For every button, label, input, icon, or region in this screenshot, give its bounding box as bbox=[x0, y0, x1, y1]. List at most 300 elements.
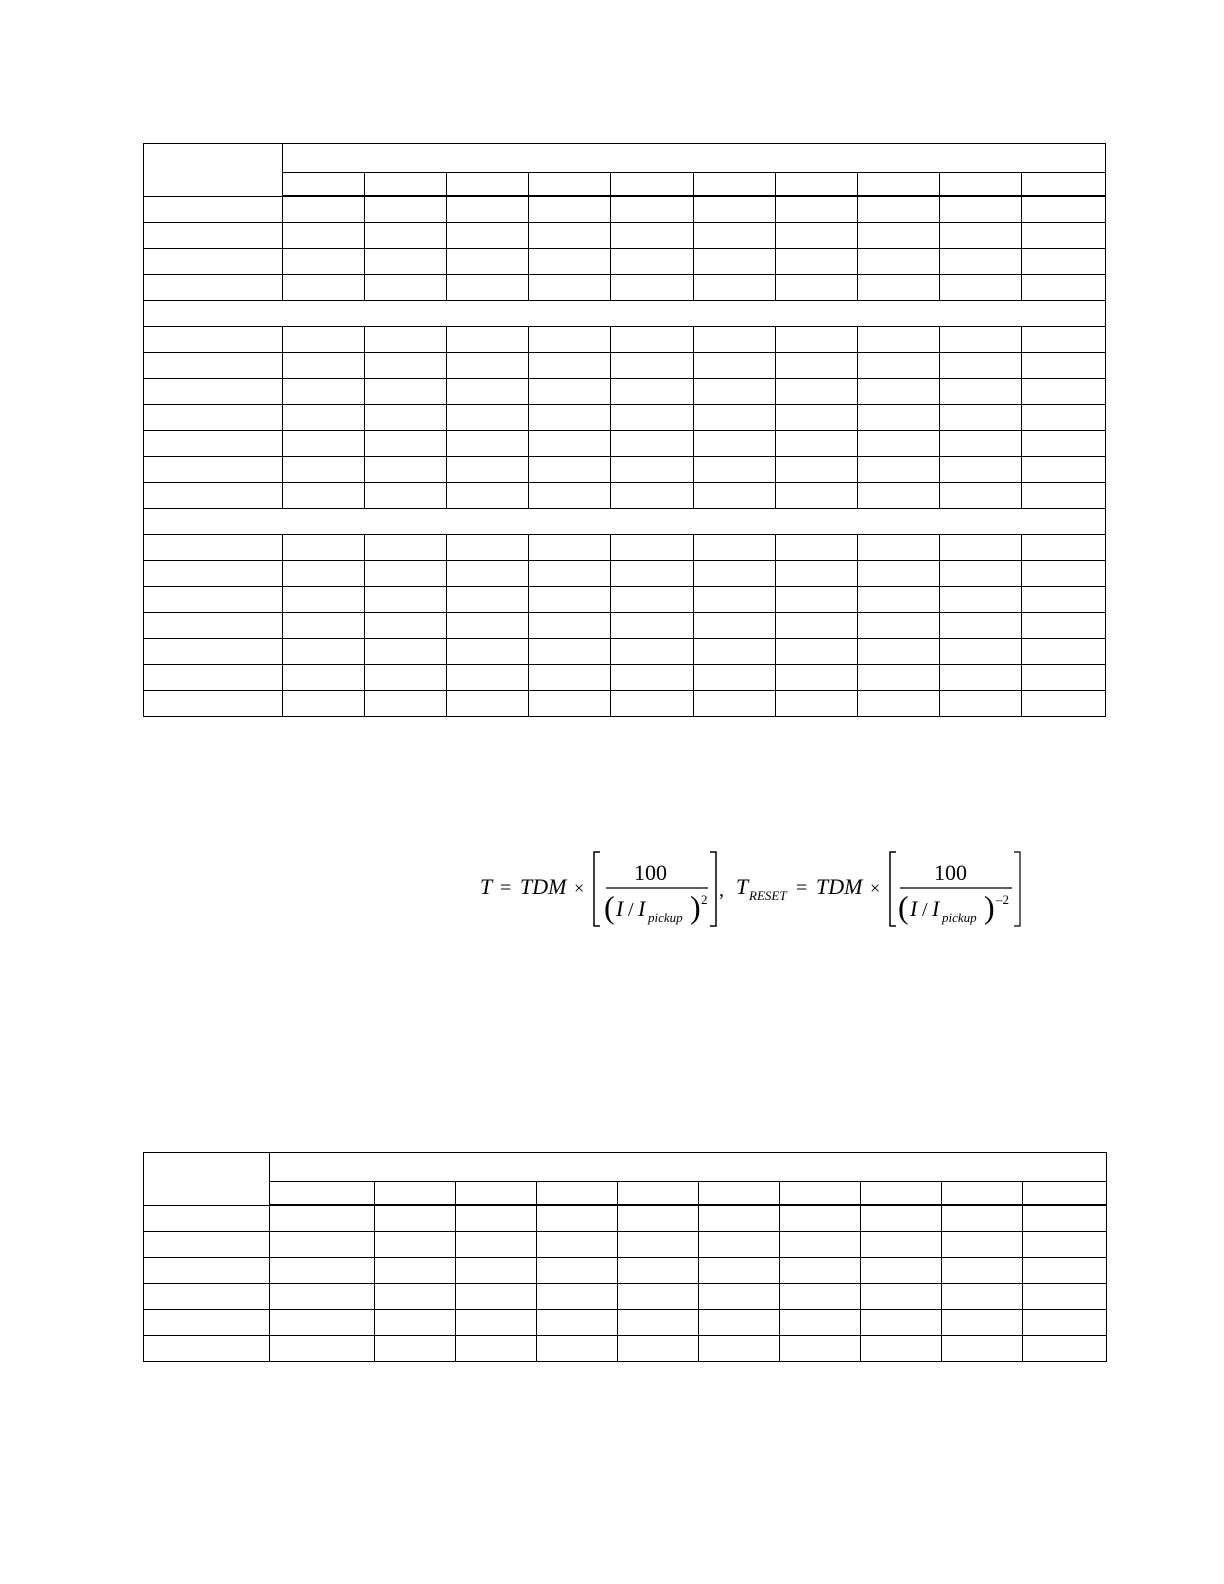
table-cell bbox=[618, 1205, 699, 1232]
table-cell bbox=[699, 1205, 780, 1232]
formula-i2t-curve bbox=[476, 846, 1036, 936]
table-cell bbox=[1021, 431, 1105, 457]
formula-reset-exponent: –2 bbox=[996, 892, 1009, 907]
table-cell bbox=[529, 327, 611, 353]
table-cell bbox=[780, 1284, 861, 1310]
table-cell bbox=[447, 613, 529, 639]
formula-numerator: 100 bbox=[634, 860, 667, 885]
table-cell bbox=[857, 665, 939, 691]
table-cell bbox=[942, 1310, 1023, 1336]
table-row bbox=[144, 431, 1106, 457]
section-row bbox=[144, 509, 1106, 535]
table-cell bbox=[1021, 561, 1105, 587]
header-column-cell bbox=[693, 173, 775, 197]
table-cell bbox=[529, 691, 611, 717]
header-column-cell bbox=[611, 173, 693, 197]
table-cell bbox=[611, 196, 693, 223]
table-cell bbox=[611, 405, 693, 431]
table-cell bbox=[939, 196, 1021, 223]
formula-t-symbol: T bbox=[480, 874, 493, 899]
curve-table-1 bbox=[143, 143, 1106, 717]
table-cell bbox=[693, 196, 775, 223]
table-cell bbox=[456, 1205, 537, 1232]
table-cell bbox=[283, 535, 365, 561]
table-cell bbox=[775, 457, 857, 483]
paren-close: ) bbox=[690, 889, 701, 925]
table-cell bbox=[939, 535, 1021, 561]
formula-pickup-sub-2: pickup bbox=[942, 910, 977, 925]
table-cell bbox=[1021, 483, 1105, 509]
row-label-cell bbox=[144, 196, 283, 223]
table-cell bbox=[693, 483, 775, 509]
table-cell bbox=[693, 691, 775, 717]
table-cell bbox=[537, 1258, 618, 1284]
table-cell bbox=[939, 613, 1021, 639]
table-cell bbox=[939, 223, 1021, 249]
header-corner-cell bbox=[144, 144, 283, 197]
table-row bbox=[144, 665, 1106, 691]
table-cell bbox=[529, 639, 611, 665]
table-cell bbox=[365, 691, 447, 717]
header-column-cell bbox=[775, 173, 857, 197]
table-cell bbox=[942, 1336, 1023, 1362]
table-cell bbox=[857, 431, 939, 457]
table-cell bbox=[529, 535, 611, 561]
table-cell bbox=[611, 353, 693, 379]
table-cell bbox=[365, 196, 447, 223]
table-cell bbox=[283, 483, 365, 509]
table-cell bbox=[939, 405, 1021, 431]
table-cell bbox=[1021, 379, 1105, 405]
table-cell bbox=[693, 275, 775, 301]
table-cell bbox=[447, 483, 529, 509]
table-row bbox=[144, 1205, 1107, 1232]
table-cell bbox=[365, 275, 447, 301]
header-column-cell bbox=[270, 1182, 375, 1206]
table-cell bbox=[775, 535, 857, 561]
table-cell bbox=[775, 275, 857, 301]
table-cell bbox=[699, 1310, 780, 1336]
table-cell bbox=[365, 457, 447, 483]
formula-i: I bbox=[616, 896, 624, 921]
table-cell bbox=[775, 613, 857, 639]
formula-numerator-2: 100 bbox=[934, 860, 967, 885]
table-cell bbox=[375, 1258, 456, 1284]
table-cell bbox=[693, 249, 775, 275]
table-cell bbox=[529, 431, 611, 457]
table-cell bbox=[611, 327, 693, 353]
table-cell bbox=[611, 639, 693, 665]
table-cell bbox=[447, 431, 529, 457]
table-cell bbox=[693, 665, 775, 691]
row-label-cell bbox=[144, 327, 283, 353]
table-cell bbox=[1021, 249, 1105, 275]
table-cell bbox=[699, 1258, 780, 1284]
table-cell bbox=[693, 639, 775, 665]
table-cell bbox=[618, 1232, 699, 1258]
table-cell bbox=[365, 613, 447, 639]
table-cell bbox=[693, 223, 775, 249]
table-cell bbox=[537, 1336, 618, 1362]
table-cell bbox=[618, 1284, 699, 1310]
table-cell bbox=[1021, 405, 1105, 431]
table-cell bbox=[1021, 327, 1105, 353]
table-cell bbox=[375, 1310, 456, 1336]
bracket-right-icon-2 bbox=[1014, 852, 1020, 926]
row-label-cell bbox=[144, 223, 283, 249]
table-row bbox=[144, 1284, 1107, 1310]
table-cell bbox=[939, 691, 1021, 717]
table-cell bbox=[270, 1205, 375, 1232]
table-cell bbox=[780, 1336, 861, 1362]
table-cell bbox=[693, 405, 775, 431]
table-cell bbox=[447, 561, 529, 587]
table-cell bbox=[780, 1205, 861, 1232]
table-cell bbox=[447, 275, 529, 301]
table-cell bbox=[283, 613, 365, 639]
table-cell bbox=[283, 223, 365, 249]
table-row bbox=[144, 535, 1106, 561]
table-row bbox=[144, 249, 1106, 275]
bracket-left-icon bbox=[594, 852, 600, 926]
table-cell bbox=[1023, 1232, 1107, 1258]
table-row bbox=[144, 405, 1106, 431]
header-column-cell bbox=[537, 1182, 618, 1206]
table-cell bbox=[693, 561, 775, 587]
table-cell bbox=[447, 665, 529, 691]
table-cell bbox=[693, 353, 775, 379]
table-row bbox=[144, 353, 1106, 379]
table-cell bbox=[365, 379, 447, 405]
table-cell bbox=[861, 1205, 942, 1232]
table-cell bbox=[537, 1205, 618, 1232]
table-cell bbox=[857, 535, 939, 561]
formula-slash: / bbox=[628, 899, 634, 921]
table-cell bbox=[375, 1336, 456, 1362]
table-cell bbox=[283, 379, 365, 405]
table-cell bbox=[283, 249, 365, 275]
table-cell bbox=[1021, 457, 1105, 483]
table-cell bbox=[283, 431, 365, 457]
table-cell bbox=[611, 379, 693, 405]
table-cell bbox=[537, 1232, 618, 1258]
table-cell bbox=[529, 405, 611, 431]
row-label-cell bbox=[144, 249, 283, 275]
table-cell bbox=[857, 613, 939, 639]
table-row bbox=[144, 1336, 1107, 1362]
paren-open: ( bbox=[604, 889, 615, 925]
formula-equals-2: = bbox=[796, 877, 808, 899]
table-cell bbox=[365, 223, 447, 249]
header-column-cell bbox=[365, 173, 447, 197]
table-cell bbox=[780, 1310, 861, 1336]
row-label-cell bbox=[144, 457, 283, 483]
table-cell bbox=[939, 639, 1021, 665]
table-cell bbox=[693, 613, 775, 639]
table-row bbox=[144, 1310, 1107, 1336]
table-cell bbox=[1021, 353, 1105, 379]
table-cell bbox=[857, 587, 939, 613]
table-row bbox=[144, 691, 1106, 717]
table-cell bbox=[693, 431, 775, 457]
table-cell bbox=[611, 561, 693, 587]
table-cell bbox=[270, 1336, 375, 1362]
table-cell bbox=[529, 275, 611, 301]
table-row bbox=[144, 613, 1106, 639]
table-cell bbox=[611, 691, 693, 717]
table-cell bbox=[775, 665, 857, 691]
formula-exponent: 2 bbox=[701, 892, 708, 907]
table-cell bbox=[611, 457, 693, 483]
table-cell bbox=[1021, 587, 1105, 613]
table-row bbox=[144, 483, 1106, 509]
table-cell bbox=[857, 223, 939, 249]
table-cell bbox=[775, 249, 857, 275]
table-cell bbox=[529, 587, 611, 613]
header-column-cell bbox=[861, 1182, 942, 1206]
table-cell bbox=[618, 1336, 699, 1362]
table-cell bbox=[775, 561, 857, 587]
table-cell bbox=[857, 327, 939, 353]
table-cell bbox=[861, 1258, 942, 1284]
table-cell bbox=[529, 457, 611, 483]
table-cell bbox=[447, 379, 529, 405]
table-cell bbox=[775, 353, 857, 379]
table-cell bbox=[456, 1232, 537, 1258]
table-cell bbox=[1021, 613, 1105, 639]
table-row bbox=[144, 379, 1106, 405]
table-cell bbox=[1023, 1284, 1107, 1310]
table-cell bbox=[365, 483, 447, 509]
table-cell bbox=[775, 405, 857, 431]
table-cell bbox=[618, 1310, 699, 1336]
table-cell bbox=[456, 1336, 537, 1362]
table-cell bbox=[857, 561, 939, 587]
table-cell bbox=[939, 327, 1021, 353]
section-cell bbox=[144, 509, 1106, 535]
table-cell bbox=[365, 561, 447, 587]
header-column-cell bbox=[447, 173, 529, 197]
table-cell bbox=[365, 353, 447, 379]
header-column-cell bbox=[283, 173, 365, 197]
section-cell bbox=[144, 301, 1106, 327]
table-cell bbox=[283, 691, 365, 717]
formula-equals: = bbox=[500, 877, 512, 899]
table-row bbox=[144, 639, 1106, 665]
table-cell bbox=[939, 249, 1021, 275]
formula-treset-symbol: T bbox=[736, 874, 749, 899]
header-column-cell bbox=[780, 1182, 861, 1206]
table-cell bbox=[365, 665, 447, 691]
formula-slash-2: / bbox=[922, 899, 928, 921]
table-cell bbox=[942, 1232, 1023, 1258]
table-cell bbox=[537, 1284, 618, 1310]
table-cell bbox=[939, 561, 1021, 587]
table-cell bbox=[283, 587, 365, 613]
table-row bbox=[144, 275, 1106, 301]
table-cell bbox=[365, 249, 447, 275]
table-cell bbox=[699, 1284, 780, 1310]
table-cell bbox=[775, 587, 857, 613]
table-row bbox=[144, 196, 1106, 223]
table-cell bbox=[270, 1284, 375, 1310]
table-cell bbox=[611, 483, 693, 509]
table-cell bbox=[699, 1232, 780, 1258]
paren-close-2: ) bbox=[984, 889, 995, 925]
formula-i-pickup: I bbox=[638, 896, 646, 921]
table-cell bbox=[611, 613, 693, 639]
table-cell bbox=[939, 353, 1021, 379]
table-cell bbox=[939, 587, 1021, 613]
formula-reset-sub: RESET bbox=[749, 888, 787, 903]
table-cell bbox=[1021, 223, 1105, 249]
table-cell bbox=[283, 561, 365, 587]
header-column-cell bbox=[939, 173, 1021, 197]
table-cell bbox=[283, 327, 365, 353]
table-cell bbox=[775, 431, 857, 457]
table-row bbox=[144, 327, 1106, 353]
table-cell bbox=[283, 275, 365, 301]
table-cell bbox=[693, 327, 775, 353]
table-cell bbox=[447, 249, 529, 275]
table-cell bbox=[942, 1205, 1023, 1232]
header-column-cell bbox=[618, 1182, 699, 1206]
table-cell bbox=[447, 639, 529, 665]
row-label-cell bbox=[144, 1310, 270, 1336]
table-cell bbox=[857, 639, 939, 665]
table-cell bbox=[1023, 1258, 1107, 1284]
table-cell bbox=[939, 665, 1021, 691]
table-cell bbox=[1023, 1336, 1107, 1362]
table-cell bbox=[365, 639, 447, 665]
table-cell bbox=[857, 353, 939, 379]
header-column-cell bbox=[942, 1182, 1023, 1206]
table-cell bbox=[283, 405, 365, 431]
table-cell bbox=[529, 665, 611, 691]
table-cell bbox=[775, 327, 857, 353]
table-cell bbox=[857, 379, 939, 405]
table-cell bbox=[375, 1205, 456, 1232]
table-cell bbox=[456, 1284, 537, 1310]
table-cell bbox=[447, 457, 529, 483]
table-cell bbox=[775, 691, 857, 717]
table-cell bbox=[447, 223, 529, 249]
table-cell bbox=[447, 587, 529, 613]
table-cell bbox=[456, 1258, 537, 1284]
table-cell bbox=[1021, 535, 1105, 561]
formula-times-2: × bbox=[870, 878, 881, 898]
table-cell bbox=[283, 196, 365, 223]
table-cell bbox=[447, 691, 529, 717]
table-cell bbox=[283, 665, 365, 691]
table-cell bbox=[529, 561, 611, 587]
table-cell bbox=[693, 587, 775, 613]
row-label-cell bbox=[144, 691, 283, 717]
formula-comma: , bbox=[719, 879, 724, 901]
header-column-cell bbox=[699, 1182, 780, 1206]
table-cell bbox=[611, 249, 693, 275]
table-cell bbox=[365, 587, 447, 613]
header-corner-cell bbox=[144, 1153, 270, 1206]
table-cell bbox=[365, 535, 447, 561]
table-cell bbox=[283, 353, 365, 379]
table-cell bbox=[861, 1336, 942, 1362]
row-label-cell bbox=[144, 561, 283, 587]
table-cell bbox=[939, 483, 1021, 509]
table-cell bbox=[939, 379, 1021, 405]
table-cell bbox=[861, 1284, 942, 1310]
header-column-cell bbox=[529, 173, 611, 197]
header-span-cell bbox=[283, 144, 1106, 173]
row-label-cell bbox=[144, 483, 283, 509]
row-label-cell bbox=[144, 405, 283, 431]
table-cell bbox=[939, 431, 1021, 457]
table-row bbox=[144, 587, 1106, 613]
table-cell bbox=[270, 1232, 375, 1258]
table-cell bbox=[1021, 639, 1105, 665]
row-label-cell bbox=[144, 353, 283, 379]
header-column-cell bbox=[456, 1182, 537, 1206]
table-row bbox=[144, 561, 1106, 587]
curve-table-2 bbox=[143, 1152, 1107, 1362]
table-cell bbox=[365, 405, 447, 431]
table-cell bbox=[270, 1258, 375, 1284]
table-cell bbox=[775, 196, 857, 223]
table-cell bbox=[1023, 1310, 1107, 1336]
table-cell bbox=[611, 587, 693, 613]
row-label-cell bbox=[144, 639, 283, 665]
table-cell bbox=[283, 639, 365, 665]
table-cell bbox=[857, 405, 939, 431]
row-label-cell bbox=[144, 665, 283, 691]
table-cell bbox=[447, 353, 529, 379]
header-span-cell bbox=[270, 1153, 1107, 1182]
table-cell bbox=[1021, 275, 1105, 301]
table-cell bbox=[529, 483, 611, 509]
table-cell bbox=[1023, 1205, 1107, 1232]
header-column-cell bbox=[1023, 1182, 1107, 1206]
table-cell bbox=[611, 275, 693, 301]
row-label-cell bbox=[144, 1284, 270, 1310]
table-cell bbox=[775, 223, 857, 249]
table-cell bbox=[375, 1284, 456, 1310]
header-column-cell bbox=[1021, 173, 1105, 197]
header-column-cell bbox=[375, 1182, 456, 1206]
row-label-cell bbox=[144, 1232, 270, 1258]
table-cell bbox=[611, 431, 693, 457]
header-column-cell bbox=[857, 173, 939, 197]
table-cell bbox=[857, 249, 939, 275]
row-label-cell bbox=[144, 431, 283, 457]
formula-times: × bbox=[574, 878, 585, 898]
bracket-left-icon-2 bbox=[890, 852, 896, 926]
table-cell bbox=[780, 1258, 861, 1284]
row-label-cell bbox=[144, 613, 283, 639]
table-cell bbox=[611, 223, 693, 249]
table-row bbox=[144, 223, 1106, 249]
bracket-right-icon bbox=[710, 852, 716, 926]
table-cell bbox=[942, 1258, 1023, 1284]
table-cell bbox=[861, 1232, 942, 1258]
table-cell bbox=[857, 457, 939, 483]
row-label-cell bbox=[144, 379, 283, 405]
table-cell bbox=[529, 353, 611, 379]
row-label-cell bbox=[144, 535, 283, 561]
table-cell bbox=[780, 1232, 861, 1258]
table-cell bbox=[857, 691, 939, 717]
table-cell bbox=[447, 535, 529, 561]
row-label-cell bbox=[144, 1258, 270, 1284]
